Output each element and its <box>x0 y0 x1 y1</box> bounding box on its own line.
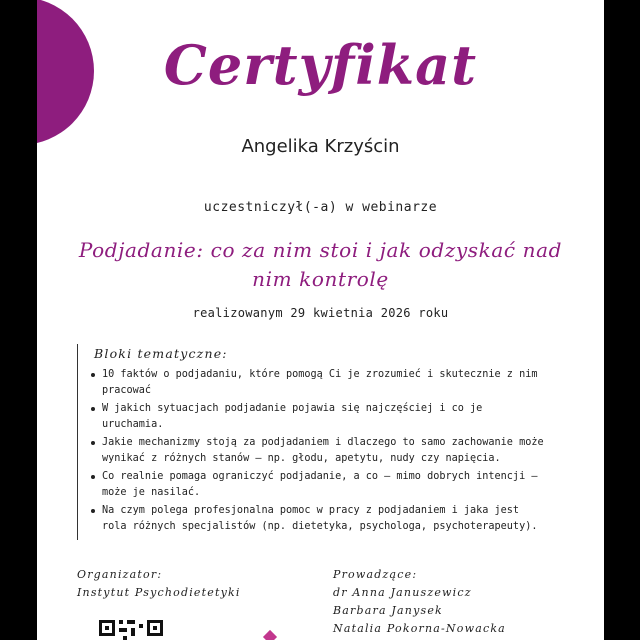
topic-blocks-heading: Bloki tematyczne: <box>94 346 228 361</box>
decorative-diamond <box>263 630 277 640</box>
webinar-title: Podjadanie: co za nim stoi i jak odzyskać nad nim kontrolę <box>78 238 563 291</box>
topic-item: Na czym polega profesjonalna pomoc w pracy z podjadaniem i jaka jest rola różnych specjalistów (np. dietetyka, psychologa, psychoterapeuty). <box>90 503 547 534</box>
topic-blocks <box>77 344 547 540</box>
qr-code-icon <box>99 620 163 640</box>
organizer-label: Organizator: <box>77 568 163 581</box>
topic-item: Co realnie pomaga ograniczyć podjadanie, a co — mimo dobrych intencji — może je nasilać. <box>90 469 547 500</box>
topic-list <box>90 367 547 534</box>
organizer-name: Instytut Psychodietetyki <box>77 586 241 599</box>
participation-text: uczestniczył(-a) w webinarze <box>203 200 438 215</box>
topic-item: 10 faktów o podjadaniu, które pomogą Ci je zrozumieć i skutecznie z nim pracować <box>90 367 547 398</box>
certificate-title: Certyfikat <box>163 33 478 97</box>
topic-item: W jakich sytuacjach podjadanie pojawia się najczęściej i co je uruchamia. <box>90 401 547 432</box>
webinar-date: realizowanym 29 kwietnia 2026 roku <box>192 306 449 320</box>
host-name: Natalia Pokorna-Nowacka <box>333 622 506 635</box>
certificate-page <box>37 0 604 640</box>
hosts-section <box>333 566 506 638</box>
hosts-label: Prowadzące: <box>333 568 418 581</box>
recipient-name: Angelika Krzyścin <box>241 136 400 157</box>
host-name: Barbara Janysek <box>333 604 443 617</box>
topic-item: Jakie mechanizmy stoją za podjadaniem i dlaczego to samo zachowanie może wynikać z różnych stanów — np. głodu, apetytu, nudy czy napięcia. <box>90 435 547 466</box>
host-name: dr Anna Januszewicz <box>333 586 472 599</box>
organizer-section <box>77 566 241 602</box>
